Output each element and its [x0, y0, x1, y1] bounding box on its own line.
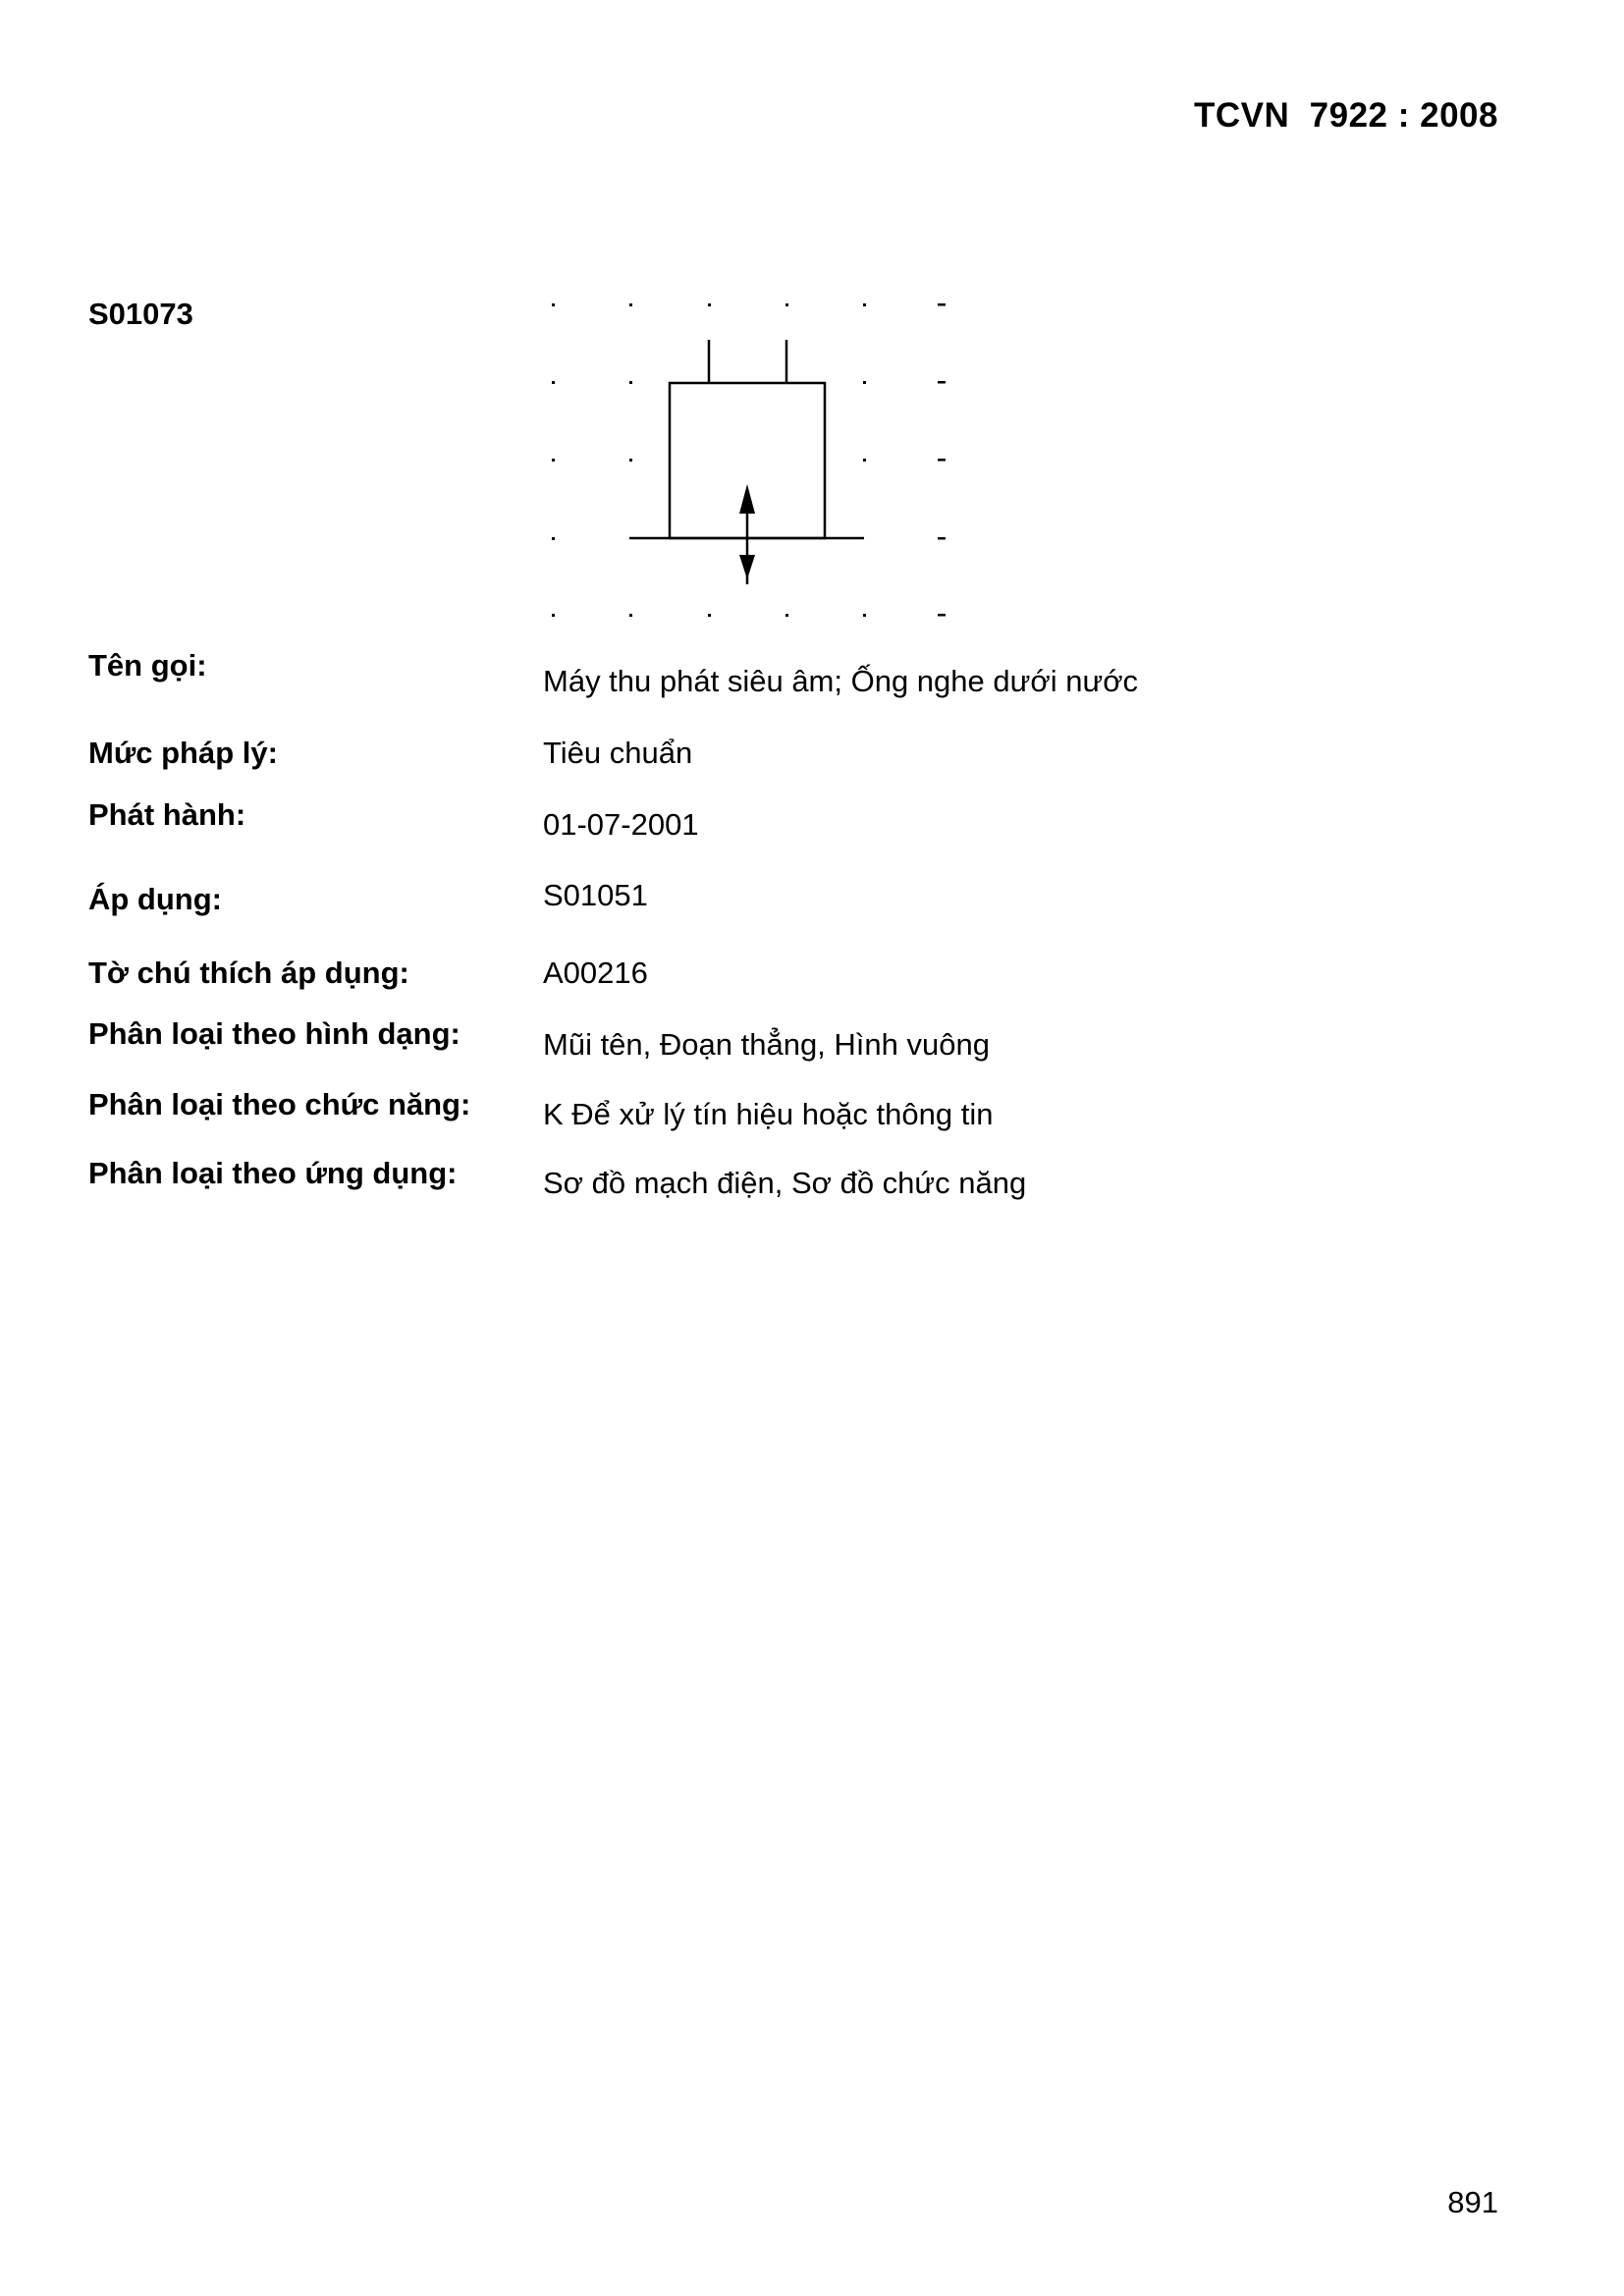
field-value-phan-loai-ung-dung: Sơ đồ mạch điện, Sơ đồ chức năng — [543, 1166, 1027, 1200]
field-label-ap-dung: Áp dụng: — [88, 882, 223, 916]
field-value-phat-hanh: 01-07-2001 — [543, 807, 699, 842]
field-value-to-chu-thich: A00216 — [543, 956, 648, 990]
field-label-phat-hanh: Phát hành: — [88, 797, 246, 832]
field-value-phan-loai-hinh-dang: Mũi tên, Đoạn thẳng, Hình vuông — [543, 1027, 990, 1062]
field-value-ap-dung: S01051 — [543, 878, 648, 912]
page-number: 891 — [1447, 2185, 1498, 2219]
symbol-id: S01073 — [88, 297, 193, 331]
field-label-phan-loai-ung-dung: Phân loại theo ứng dụng: — [88, 1156, 458, 1190]
field-value-ten-goi: Máy thu phát siêu âm; Ống nghe dưới nước — [543, 664, 1139, 698]
field-label-to-chu-thich: Tờ chú thích áp dụng: — [88, 956, 409, 990]
arrow-up-icon — [739, 484, 755, 514]
field-value-phan-loai-chuc-nang: K Để xử lý tín hiệu hoặc thông tin — [543, 1097, 994, 1131]
field-label-phan-loai-chuc-nang: Phân loại theo chức năng: — [88, 1087, 471, 1121]
field-label-phan-loai-hinh-dang: Phân loại theo hình dạng: — [88, 1016, 460, 1051]
arrow-down-icon — [739, 555, 755, 579]
ultrasonic-transceiver-symbol — [535, 290, 957, 629]
field-label-muc-phap-ly: Mức pháp lý: — [88, 736, 278, 770]
field-label-ten-goi: Tên gọi: — [88, 648, 207, 683]
field-value-muc-phap-ly: Tiêu chuẩn — [543, 736, 693, 770]
standard-code: TCVN 7922 : 2008 — [1193, 96, 1498, 135]
